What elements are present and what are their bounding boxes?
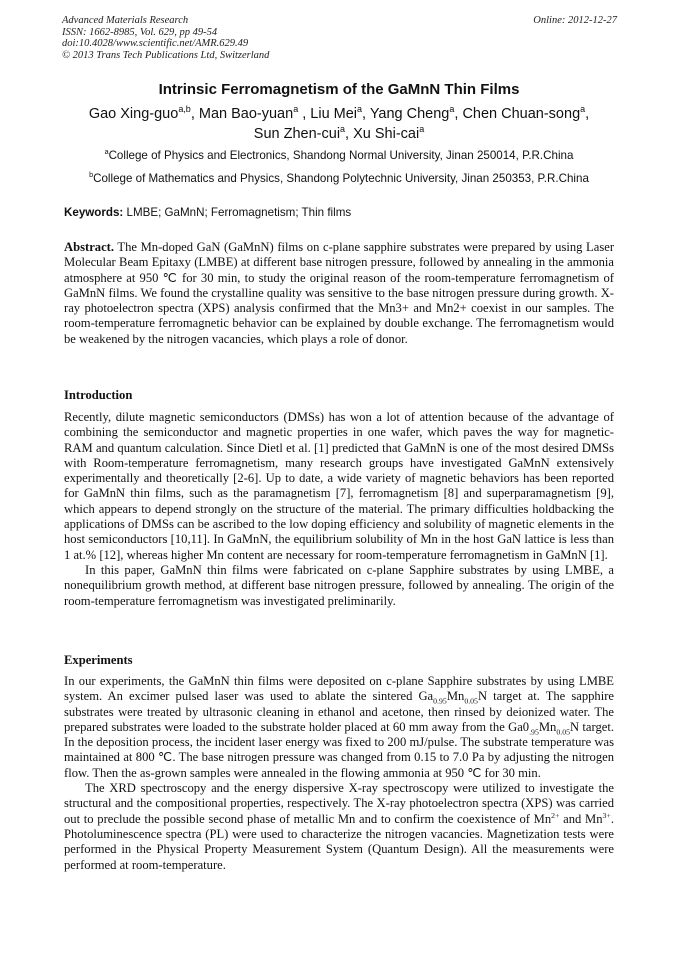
journal-name: Advanced Materials Research: [62, 15, 189, 26]
author-list: Gao Xing-guo$^{a,b}$, Man Bao-yuan$^a$ , Liu Mei$^a$, Yang Cheng$^a$, Chen Chuan-song$^a$, Sun Zhen-cui$^a$, Xu Shi-cai$^a$: [88, 104, 590, 142]
journal-copyright: © 2013 Trans Tech Publications Ltd, Switzerland: [62, 49, 270, 61]
text-run: . Photoluminescence spectra (PL) were used to characterize the nitrogen vacancies. Magnetization tests were performed in the Physical Property Measurement System (Quantum Design). All the measurements were performed at room-temperature.: [64, 811, 614, 872]
keywords: [64, 206, 351, 219]
subscript: .95: [529, 727, 539, 737]
author-affil-mark: a,b: [178, 104, 191, 115]
author-affil-mark: a: [293, 104, 299, 115]
author-name: Sun Zhen-cui: [253, 126, 341, 142]
paragraph: In this paper, GaMnN thin films were fabricated on c-plane Sapphire substrates by using LMBE, a nonequilibrium growth method, at different base nitrogen pressure, followed by annealing. The origin of the room-temperature ferromagnetism was investigated preliminarily.: [64, 562, 614, 608]
journal-issn: ISSN: 1662-8985, Vol. 629, pp 49-54: [62, 26, 218, 38]
section-heading-introduction: Introduction: [64, 388, 133, 402]
subscript: 0.05: [556, 727, 570, 737]
introduction-body: [64, 410, 614, 609]
text-run: Mn: [538, 719, 557, 734]
affiliation-a: [0, 149, 678, 162]
text-run: In our experiments, the GaMnN thin films were deposited on c-plane Sapphire substrates by using LMBE system. An excimer pulsed laser was used to ablate the sintered Ga: [64, 674, 614, 704]
text-run: N target. In the deposition process, the incident laser energy was fixed to 200 mJ/pulse. The substrate temperature was maintained at 800 ℃. The base nitrogen pressure was changed from 0.15 to 7.0 Pa by adjusting the nitrogen flow. Then the as-grown samples were annealed in the flowing ammonia at 950 ℃ for 30 min.: [64, 719, 614, 780]
superscript: 2+: [551, 810, 560, 820]
subscript: 0.05: [464, 696, 478, 706]
superscript: 3+: [602, 810, 611, 820]
author-affil-mark: a: [419, 124, 425, 135]
subscript: 0.95: [433, 696, 447, 706]
experiments-body: [64, 674, 614, 873]
author-affil-mark: a: [449, 104, 455, 115]
text-run: Mn: [446, 689, 465, 704]
author-affil-mark: a: [357, 104, 363, 115]
affiliation-b: [0, 172, 678, 185]
paper-title: Intrinsic Ferromagnetism of the GaMnN Thin Films: [158, 81, 520, 98]
keywords-text: LMBE; GaMnN; Ferromagnetism; Thin films: [126, 206, 352, 219]
text-run: N target at. The sapphire substrates were treated by ultrasonic cleaning in ethanol and acetone, then rinsed by deionized water. The prepared substrates were loaded to the substrate holder placed at 60 mm away from the Ga0: [64, 689, 614, 734]
affiliation-text: College of Mathematics and Physics, Shandong Polytechnic University, Jinan 250353, P.R.China: [93, 172, 589, 185]
text-run: and Mn: [559, 811, 603, 826]
affiliation-mark: b: [89, 170, 94, 180]
paragraph: [64, 674, 614, 781]
paragraph: Recently, dilute magnetic semiconductors (DMSs) has won a lot of attention because of the advantage of combining the semiconductor and magnetic properties in one wafer, which paves the way for magnetic-RAM and quantum calculation. Since Dietl et al. [1] predicted that GaMnN is one of the most desired DMSs with Room-temperature ferromagnetism, many research groups have investigated GaMnN extensively experimentally and theoretically [2-6]. Up to date, a wide variety of magnetic behaviors has been reported for GaMnN thin films, such as the paramagnetism [7], ferromagnetism [8] and superparamagnetism [9], which appears to depend strongly on the structure of the material. The primary difficulties holdbacking the applications of DMSs can be ascribed to the low doping efficiency and solubility of magnetic elements in the host semiconductors [10,11]. In GaMnN, the equilibrium solubility of Mn in the host GaN lattice is less than 1 at.% [12], whereas higher Mn content are necessary for room-temperature ferromagnetism in GaMnN [1].: [64, 410, 614, 562]
online-date: Online: 2012-12-27: [533, 15, 617, 26]
affiliation-text: College of Physics and Electronics, Shandong Normal University, Jinan 250014, P.R.China: [108, 149, 574, 162]
author-affil-mark: a: [580, 104, 586, 115]
author-name: Yang Cheng: [369, 106, 450, 122]
paragraph: [64, 781, 614, 873]
section-heading-experiments: Experiments: [64, 653, 133, 667]
author-name: Chen Chuan-song: [462, 106, 581, 122]
journal-header: [62, 15, 617, 61]
journal-doi: doi:10.4028/www.scientific.net/AMR.629.49: [62, 38, 249, 50]
author-name: Xu Shi-cai: [353, 126, 420, 142]
text-run: The XRD spectroscopy and the energy dispersive X-ray spectroscopy were utilized to investigate the structural and the compositional properties, respectively. The X-ray photoelectron spectra (XPS) was carried out to preclude the possible second phase of metallic Mn and to confirm the coexistence of Mn: [64, 781, 614, 826]
author-name: Man Bao-yuan: [198, 106, 294, 122]
keywords-label: Keywords:: [64, 206, 124, 219]
author-affil-mark: a: [340, 124, 346, 135]
abstract: [64, 240, 614, 347]
author-name: Liu Mei: [310, 106, 358, 122]
affiliation-mark: a: [104, 147, 109, 157]
abstract-label: Abstract.: [64, 240, 115, 254]
abstract-text: The Mn-doped GaN (GaMnN) films on c-plane sapphire substrates were prepared by using Laser Molecular Beam Epitaxy (LMBE) at different base nitrogen pressure, followed by annealing in the ammonia atmosphere at 950 ℃ for 30 min, to study the original reason of the room-temperature ferromagnetism of GaMnN films. We found the crystalline quality was sensitive to the base nitrogen pressure during growth. X-ray photoelectron spectra (XPS) analysis confirmed that the Mn3+ and Mn2+ coexist in our samples. The room-temperature ferromagnetic behavior can be explained by double exchange. The ferromagnetism would be weakened by the nitrogen vacancies, which plays a role of donor.: [64, 240, 615, 346]
author-name: Gao Xing-guo: [88, 106, 179, 122]
